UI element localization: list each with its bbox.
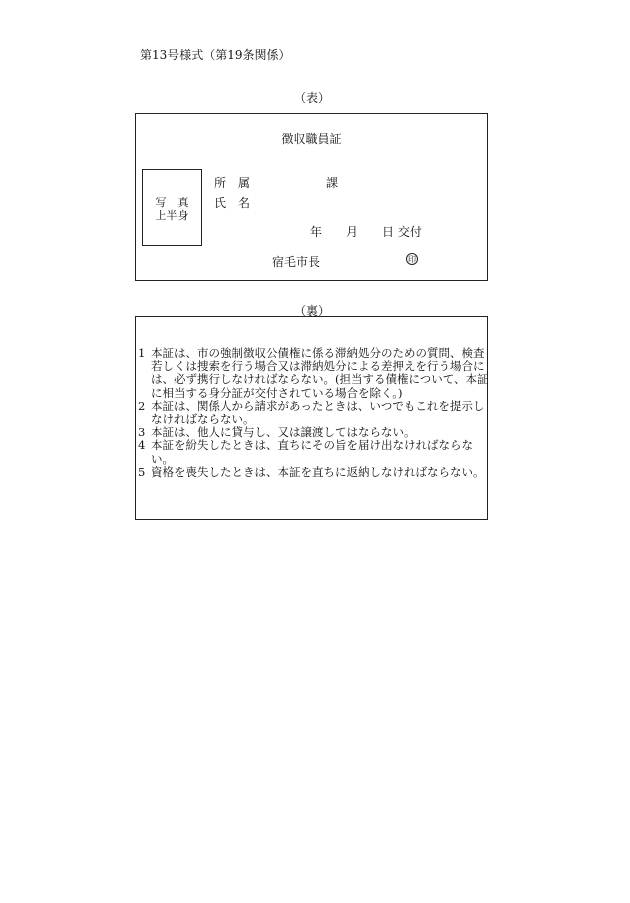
note-item	[138, 439, 490, 465]
issue-date: 年 月 日 交付	[310, 225, 422, 239]
photo-box	[142, 169, 202, 246]
note-number: 4	[138, 438, 146, 453]
note-number: 2	[138, 398, 146, 413]
affiliation-label: 所 属	[214, 176, 251, 190]
note-number: 3	[138, 425, 146, 440]
note-text: 本証を紛失したときは、直ちにその旨を届け出なければならない。	[151, 438, 473, 466]
note-item	[138, 347, 490, 400]
note-number: 5	[138, 464, 146, 479]
seal-mark: 印	[408, 255, 416, 264]
note-item	[138, 466, 490, 479]
back-section-label: （裏）	[293, 304, 330, 318]
photo-label-line2: 上半身	[155, 209, 189, 222]
section-suffix: 課	[326, 176, 339, 190]
note-text: 資格を喪失したときは、本証を直ちに返納しなければならない。	[151, 464, 485, 479]
note-number: 1	[138, 346, 146, 360]
note-text: 本証は、関係人から請求があったときは、いつでもこれを提示しなければならない。	[151, 398, 485, 427]
note-text: 本証は、市の強制徴収公債権に係る滞納処分のための質問、検査若しくは捜索を行う場合又は滞納処分による差押えを行う場合には、必ず携行しなければならない。(担当する債権について、本証に相当する身分証が交付されている場合を除く。)	[151, 346, 489, 400]
notes-list	[138, 347, 490, 479]
id-card-back	[135, 316, 488, 520]
photo-label-line1: 写 真	[155, 196, 189, 209]
note-item	[138, 400, 490, 426]
front-section-label: （表）	[293, 91, 330, 105]
form-number: 第13号様式（第19条関係）	[140, 48, 291, 62]
card-title: 徴収職員証	[281, 132, 342, 146]
note-text: 本証は、他人に貸与し、又は譲渡してはならない。	[151, 425, 416, 440]
id-card-front	[135, 113, 488, 281]
name-label: 氏 名	[214, 196, 251, 210]
issuer-name: 宿毛市長	[272, 255, 321, 269]
